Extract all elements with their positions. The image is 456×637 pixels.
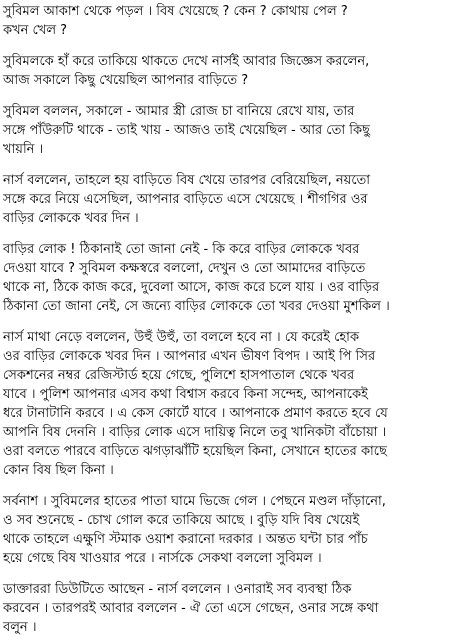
text-line: দেওয়া যাবে ? সুবিমল কক্ষস্বরে বললো, দেখুন ও তো আমাদের বাড়িতে — [3, 261, 366, 276]
text-line: ডাক্তাররা ডিউটিতে আছেন - নার্স বললেন । ওনারাই সব ব্যবস্থা ঠিক — [3, 582, 352, 597]
text-line: সর্বনাশ । সুবিমলের হাতের পাতা ঘামে ভিজে গেল । পেছনে মণ্ডল দাঁড়ানো, — [3, 494, 386, 509]
text-line: হয়ে গেছে বিষ খাওয়ার পরে । নার্সকে সেকথা বললো সুবিমল । — [3, 551, 322, 566]
text-line: নার্স বললেন, তাহলে হয় বাড়িতে বিষ খেয়ে তারপর বেরিয়েছিল, নয়তো — [3, 173, 371, 188]
text-line: সেকশনের নম্বর রেজিস্টার্ড হয়ে গেছে, পুলিশে হাসপাতাল থেকে খবর — [3, 368, 355, 383]
text-line: কোন বিষ ছিল কিনা । — [3, 463, 114, 478]
paragraph — [3, 52, 454, 90]
paragraph — [3, 580, 454, 637]
text-line: সুবিমল আকাশ থেকে পড়ল । বিষ খেয়েছে ? কেন ? কোথায় পেল ? — [3, 4, 348, 19]
paragraph — [3, 240, 454, 316]
text-line: ধরে টানাটানি করবে । এ কেস কোর্টে যাবে । আপনাকে প্রমাণ করতে হবে যে — [3, 406, 388, 421]
story-text — [3, 2, 454, 637]
text-line: সঙ্গে পাঁউরুটি থাকে - তাই খায় - আজও তাই খেয়েছিল - আর তো কিছু — [3, 123, 370, 138]
text-line: নার্স মাথা নেড়ে বললেন, উহুঁ উহুঁ, তা বললে হবে না । যে করেই হোক — [3, 330, 360, 345]
text-line: বাড়ির লোক ! ঠিকানাই তো জানা নেই - কি করে বাড়ির লোককে খবর — [3, 242, 360, 257]
text-line: থাকে তাহলে এক্ষুণি স্টমাক ওয়াশ করানো দরকার । অন্তত ঘন্টা চার পাঁচ — [3, 532, 368, 547]
text-line: খায়নি । — [3, 142, 44, 157]
text-line: ওরা বলতে পারবে বাড়িতে ঝগড়াঝাঁটি হয়েছিল কিনা, সেখানে হাতের কাছে — [3, 444, 387, 459]
paragraph — [3, 102, 454, 159]
text-line: বলুন । — [3, 620, 37, 635]
text-line: সুবিমল বললন, সকালে - আমার স্ত্রী রোজ চা বানিয়ে রেখে যায়, তার — [3, 104, 355, 119]
paragraph — [3, 171, 454, 228]
text-line: বাড়ির লোককে খবর দিন । — [3, 211, 139, 226]
paragraph — [3, 328, 454, 480]
text-line: আজ সকালে কিছু খেয়েছিল আপনার বাড়িতে ? — [3, 73, 249, 88]
text-line: করবেন । তারপরই আবার বললেন - ঐ তো এসে গেছেন, ওনার সঙ্গে কথা — [3, 601, 379, 616]
text-line: কখন খেল ? — [3, 23, 68, 38]
text-line: আপনি বিষ দেননি । বাড়ির লোক এসে দায়িত্ব নিলে তবু খানিকটা বাঁচোয়া । — [3, 425, 387, 440]
paragraph — [3, 492, 454, 568]
text-line: ওর বাড়ির লোককে খবর দিন । আপনার এখন ভীষণ বিপদ । আই পি সির — [3, 349, 376, 364]
text-line: সঙ্গে করে নিয়ে এসেছিল, আপনার বাড়িতে এসে খেয়েছে । শীগগির ওর — [3, 192, 368, 207]
text-line: ঠিকানা তো জানা নেই, সে জন্যে বাড়ির লোককে তো খবর দেওয়া মুশকিল । — [3, 299, 390, 314]
text-line: ও সব শুনেছে - চোখ গোল করে তাকিয়ে আছে । বুড়ি যদি বিষ খেয়েই — [3, 513, 360, 528]
paragraph — [3, 2, 454, 40]
text-line: থাকে না, ঠিকে কাজ করে, দুবেলা আসে, কাজ করে চলে যায় । ওর বাড়ির — [3, 280, 380, 295]
text-line: যাবে । পুলিশ আপনার এসব কথা বিশ্বাস করবে কিনা সন্দেহ, আপনাকেই — [3, 387, 368, 402]
text-line: সুবিমলকে হাঁ করে তাকিয়ে থাকতে দেখে নার্সই আবার জিজ্ঞেস করলেন, — [3, 54, 370, 69]
